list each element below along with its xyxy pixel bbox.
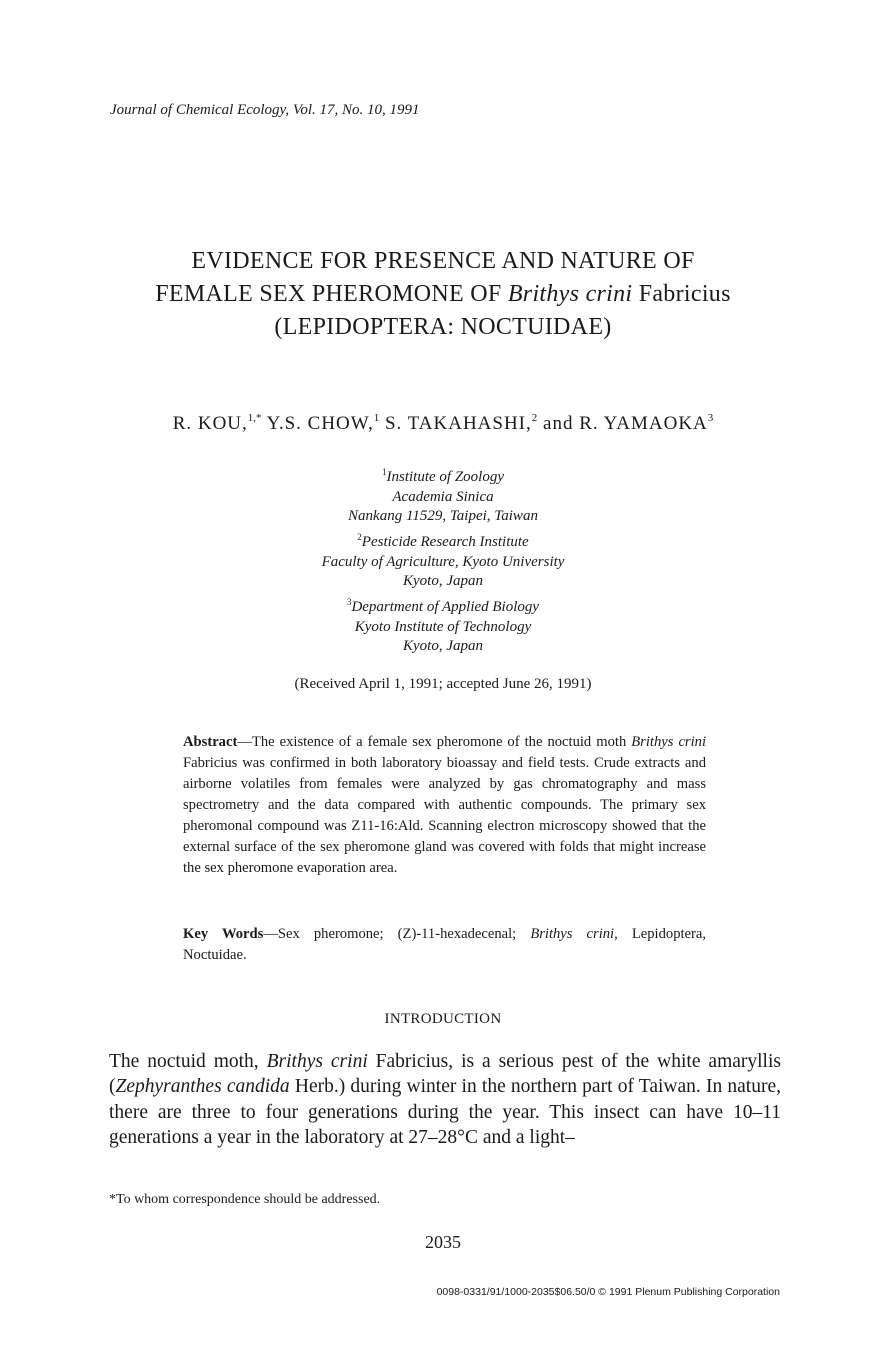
abstract-species: Brithys crini (631, 734, 707, 750)
author-name: R. KOU, (172, 413, 248, 434)
abstract (183, 732, 706, 879)
author-name: and R. YAMAOKA (537, 413, 708, 434)
title-line-3: (LEPIDOPTERA: NOCTUIDAE) (274, 314, 612, 340)
affiliation-line (0, 528, 886, 553)
journal-citation: Journal of Chemical Ecology, Vol. 17, No. 10, 1991 (110, 102, 420, 118)
intro-text: Herb.) during winter in the northern part of Taiwan. In nature, there are three to four generations during the year. This insect can have 10–11 generations a year in the laboratory at 27–28°C and a light– (109, 1076, 781, 1149)
title-line-2-a: FEMALE SEX PHEROMONE OF (155, 281, 508, 307)
author-list (0, 412, 886, 435)
intro-plant: Zephyranthes candida (115, 1076, 290, 1098)
affiliation-line: Nankang 11529, Taipei, Taiwan (348, 508, 538, 524)
affiliation-line: Faculty of Agriculture, Kyoto University (321, 553, 565, 570)
affiliation-text: Pesticide Research Institute (361, 534, 529, 550)
affiliation-2 (0, 528, 886, 592)
affiliation-line (0, 463, 886, 488)
affiliation-mark: 2 (357, 532, 362, 542)
affiliation-line (0, 593, 886, 618)
abstract-label: Abstract (183, 734, 238, 750)
author-name: S. TAKAHASHI, (379, 413, 532, 434)
title-line-2-b: Fabricius (632, 281, 731, 307)
affiliation-line: Kyoto, Japan (403, 638, 483, 654)
intro-text: Fabricius, is a serious pest of the white amaryllis ( (109, 1051, 781, 1098)
footnote: *To whom correspondence should be addressed. (109, 1192, 381, 1207)
affiliation-text: Institute of Zoology (386, 469, 504, 485)
affiliation-mark: 3 (346, 597, 352, 607)
keywords-label: Key Words (183, 926, 264, 942)
intro-paragraph (109, 1049, 781, 1151)
received-dates: (Received April 1, 1991; accepted June 26, 1991) (294, 676, 592, 692)
paper-title (0, 245, 886, 344)
title-line-2 (0, 278, 886, 311)
affiliation-line: Kyoto Institute of Technology (354, 618, 532, 635)
author-name: Y.S. CHOW, (261, 413, 374, 434)
intro-species: Brithys crini (266, 1051, 368, 1072)
affiliation-1 (0, 463, 886, 527)
keywords-text-b: , Lepidoptera, Noctuidae. (183, 926, 707, 963)
keywords-text-a: —Sex pheromone; (Z)-11-hexadecenal; (263, 926, 531, 942)
keywords-species: Brithys crini (530, 926, 615, 942)
affiliation-text: Department of Applied Biology (351, 599, 540, 615)
author-mark: 3 (707, 412, 714, 424)
affiliation-3 (0, 593, 886, 657)
author-mark: 1 (373, 412, 380, 424)
section-heading: INTRODUCTION (384, 1011, 502, 1027)
copyright-line: 0098-0331/91/1000-2035$06.50/0 © 1991 Plenum Publishing Corporation (436, 1286, 780, 1298)
page-number: 2035 (425, 1232, 461, 1252)
title-line-1: EVIDENCE FOR PRESENCE AND NATURE OF (191, 248, 695, 274)
affiliation-line: Kyoto, Japan (403, 573, 483, 589)
affiliation-mark: 1 (382, 467, 387, 477)
title-species: Brithys crini (507, 281, 633, 307)
abstract-text-b: Fabricius was confirmed in both laboratory bioassay and field tests. Crude extracts and airborne volatiles from females were analyzed by gas chromatography and mass spectrometry and the data compared with authentic compounds. The primary sex pheromonal compound was Z11-16:Ald. Scanning electron microscopy showed that the external surface of the sex pheromone gland was covered with folds that might increase the sex pheromone evaporation area. (183, 755, 706, 876)
abstract-text-a: —The existence of a female sex pheromone of the noctuid moth (237, 734, 632, 750)
keywords (183, 924, 706, 966)
intro-text: The noctuid moth, (109, 1051, 267, 1072)
author-mark: 2 (531, 412, 538, 424)
affiliation-line: Academia Sinica (392, 488, 494, 505)
author-mark: 1,* (247, 412, 262, 424)
